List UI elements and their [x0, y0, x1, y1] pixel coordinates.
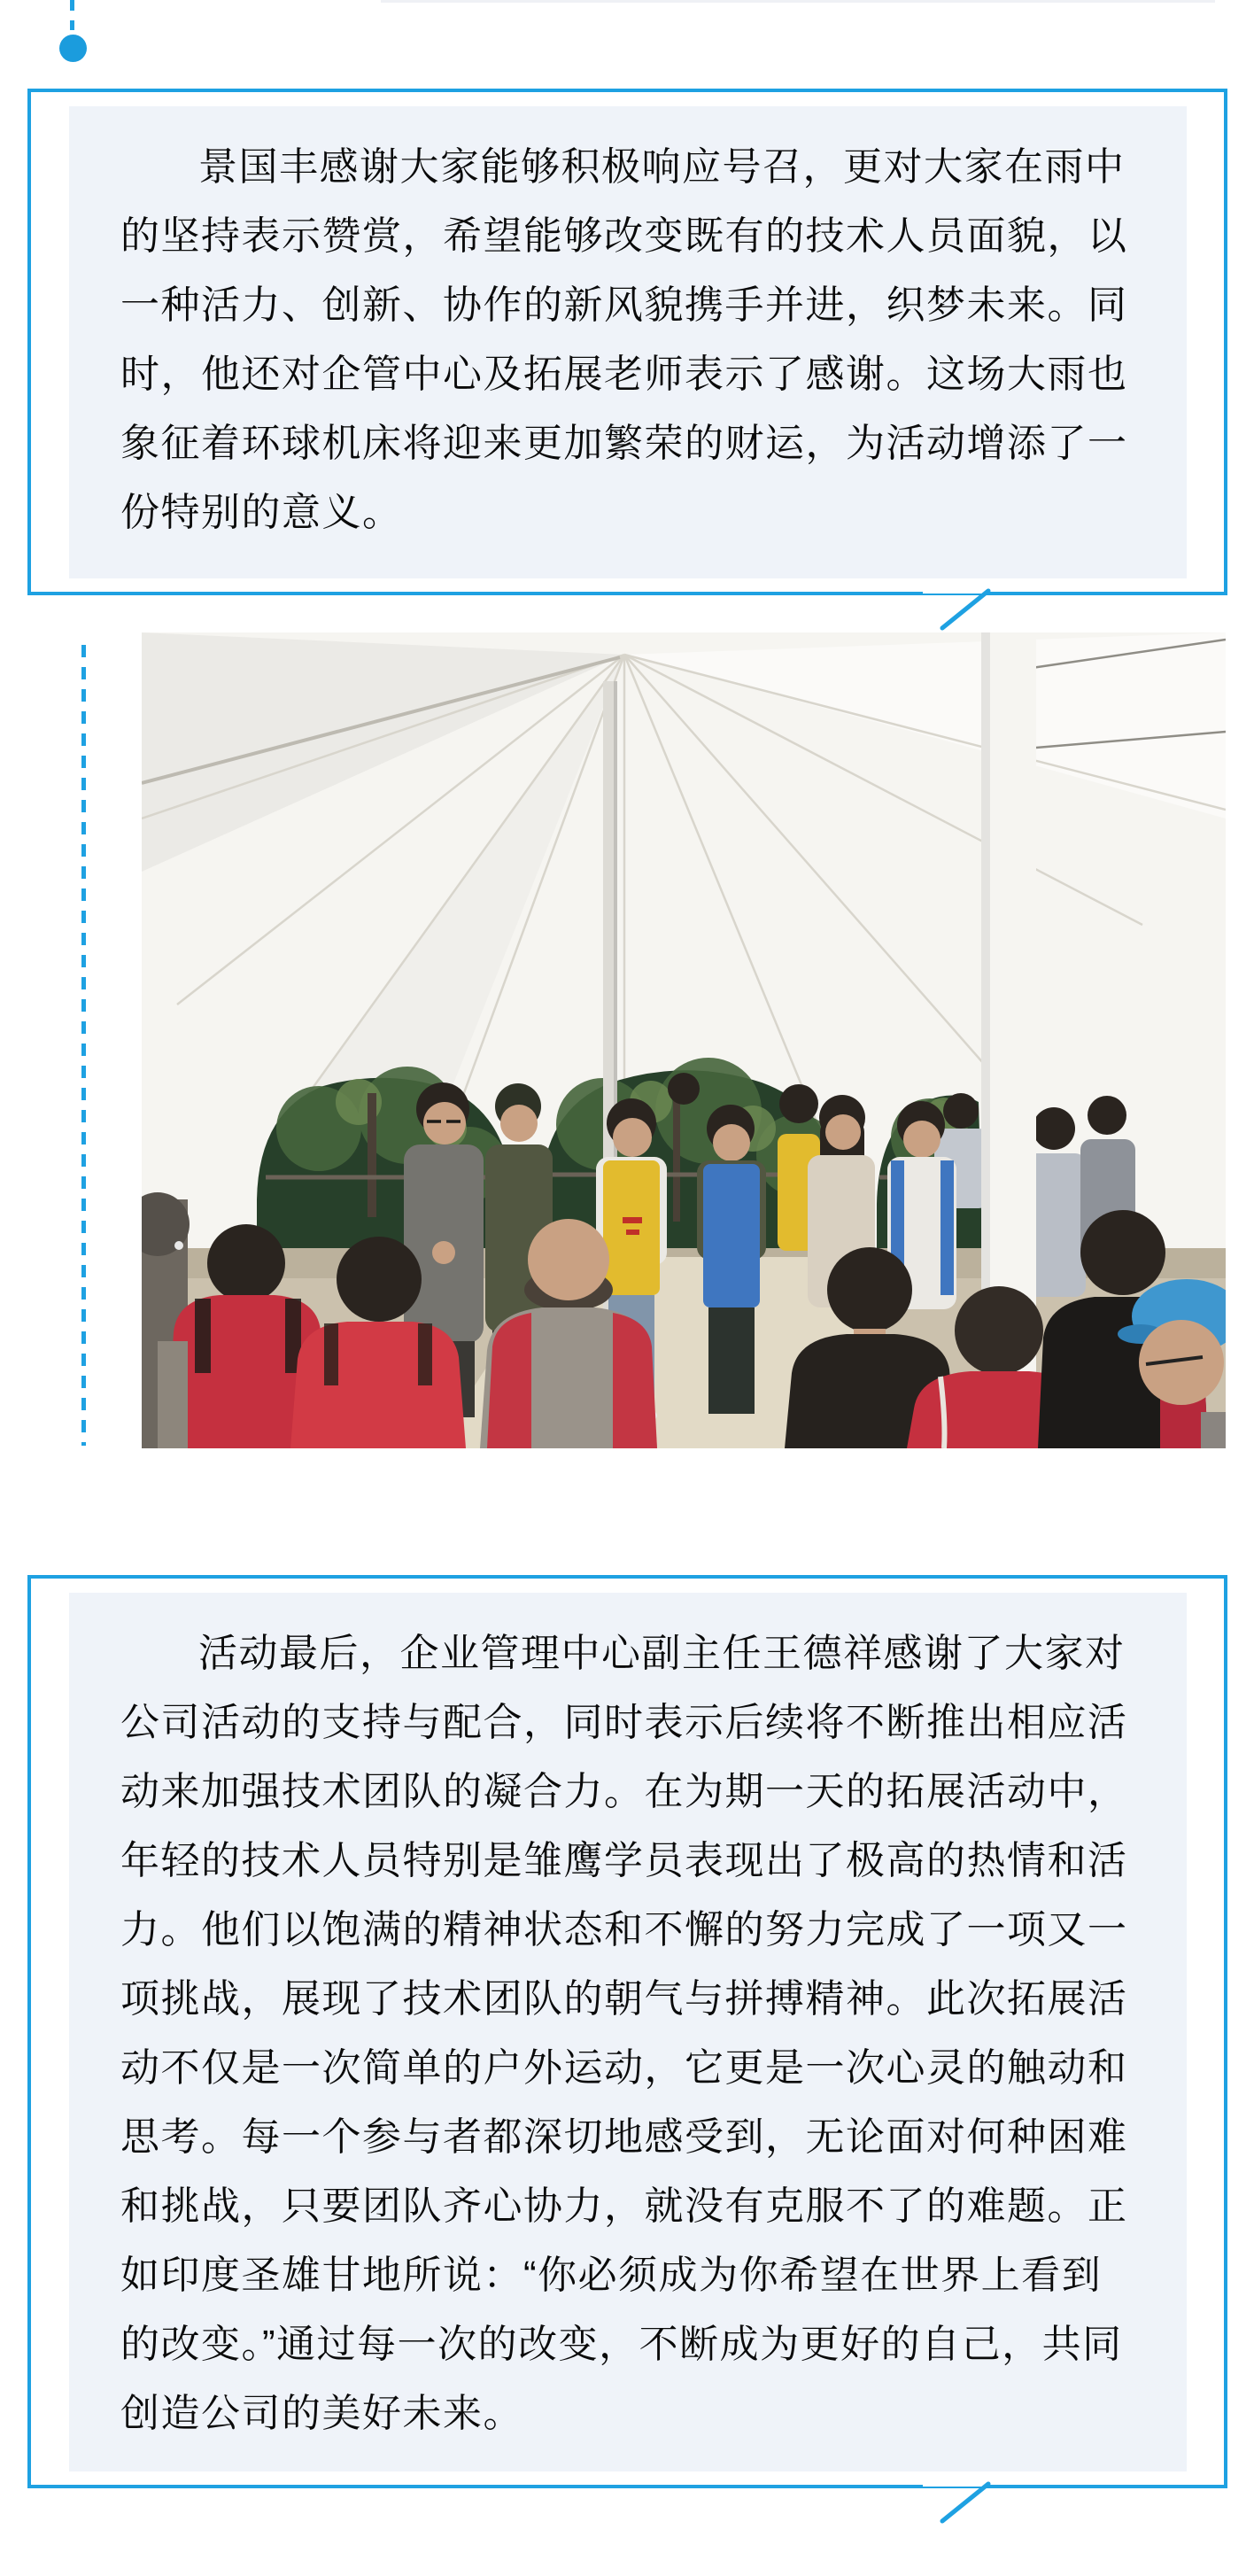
quote-panel-2: [69, 1593, 1187, 2471]
quote-card-2: [27, 1575, 1227, 2488]
paragraph-2: 活动最后，企业管理中心副主任王德祥感谢了大家对公司活动的支持与配合，同时表示后续将不断推出相应活动来加强技术团队的凝合力。在为期一天的拓展活动中，年轻的技术人员特别是雏鹰学员表现出了极高的热情和活力。他们以饱满的精神状态和不懈的努力完成了一项又一项挑战，展现了技术团队的朝气与拼搏精神。此次拓展活动不仅是一次简单的户外运动，它更是一次心灵的触动和思考。每一个参与者都深切地感受到，无论面对何种困难和挑战，只要团队齐心协力，就没有克服不了的难题。正如印度圣雄甘地所说：“你必须成为你希望在世界上看到的改变。”通过每一次的改变，不断成为更好的自己，共同创造公司的美好未来。: [120, 1632, 1128, 2435]
photo-dashed-accent: [81, 645, 86, 1446]
top-dashed-connector: [70, 0, 74, 30]
top-cropped-element: [381, 0, 1215, 3]
paragraph-1: 景国丰感谢大家能够积极响应号召，更对大家在雨中的坚持表示赞赏，希望能够改变既有的技术人员面貌，以一种活力、创新、协作的新风貌携手并进，织梦未来。同时，他还对企管中心及拓展老师表示了感谢。这场大雨也象征着环球机床将迎来更加繁荣的财运，为活动增添了一份特别的意义。: [120, 145, 1128, 534]
activity-photo[interactable]: [142, 632, 1226, 1448]
quote-panel-1: [69, 106, 1187, 578]
tent-photo-illustration: [142, 632, 1226, 1448]
card-tail-decoration: [921, 2481, 997, 2526]
quote-card-1: [27, 89, 1227, 595]
blue-dot-bullet: [59, 35, 87, 62]
card-tail-decoration: [921, 588, 997, 632]
